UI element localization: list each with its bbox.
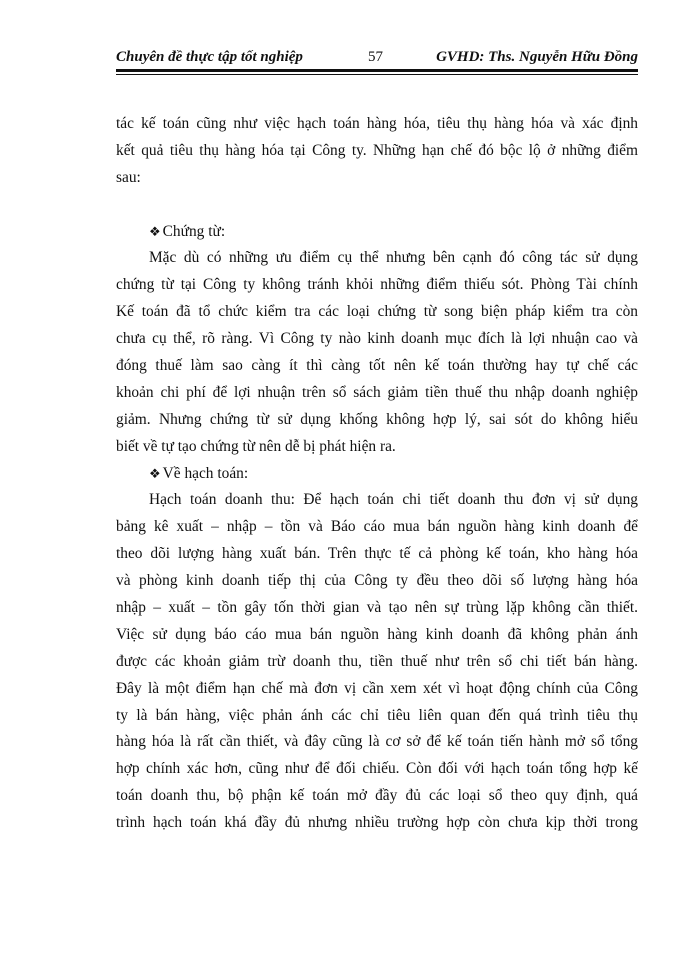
body-text [116,111,638,837]
text-line: biết về tự tạo chứng từ nên dễ bị phát hiện ra. [116,437,396,455]
text-line: chưa cụ thể, rõ ràng. Vì Công ty nào kinh doanh mục đích là lợi nhuận cao và [116,330,638,348]
header-rule-thick [116,69,638,72]
text-line: khoản chi phí để lợi nhuận trên sổ sách giảm tiền thuế thu nhập doanh nghiệp [116,383,638,401]
text-line: được các khoản giảm trừ doanh thu, tiền thuế như trên sổ chi tiết bán hàng. [116,652,638,670]
text-line: Đây là một điểm hạn chế mà đơn vị cần xem xét vì hoạt động chính của Công [116,679,638,697]
header-rule-thin [116,74,638,75]
text-line: toán doanh thu, bộ phận kế toán mở đầy đủ các loại sổ theo quy định, quá [116,787,638,805]
text-line: hợp chính xác hơn, cũng như để đối chiếu. Còn đối với hạch toán tổng hợp kế [116,760,638,778]
section-heading-label: Chứng từ: [162,222,226,240]
paragraph-gap [116,192,638,219]
text-line: sau: [116,168,141,186]
diamond-bullet-icon: ❖ [149,465,161,481]
text-line: hàng hóa là rất cần thiết, và đây cũng là cơ sở để kế toán tiến hành mở sổ tổng [116,733,638,751]
text-line: Hạch toán doanh thu: Để hạch toán chi tiết doanh thu đơn vị sử dụng [149,491,638,509]
text-line: Việc sử dụng báo cáo mua bán nguồn hàng kinh doanh đã không phản ánh [116,625,638,643]
diamond-bullet-icon: ❖ [149,223,161,239]
header-advisor: GVHD: Ths. Nguyễn Hữu Đồng [436,49,638,65]
text-line: tác kế toán cũng như việc hạch toán hàng hóa, tiêu thụ hàng hóa và xác định [116,115,638,132]
text-line: đóng thuế làm sao càng ít thì càng tốt nên kế toán thường hay tự chế các [116,357,638,375]
text-line: ty là bán hàng, việc phản ánh các chỉ tiêu liên quan đến quá trình tiêu thụ [116,706,638,724]
text-line: và phòng kinh doanh tiếp thị của Công ty đều theo dõi số lượng hàng hóa [116,572,638,590]
page-number: 57 [368,49,383,65]
section-heading-label: Về hạch toán: [162,464,249,482]
header-title: Chuyên đề thực tập tốt nghiệp [116,49,303,65]
text-line: bảng kê xuất – nhập – tồn và Báo cáo mua bán nguồn hàng kinh doanh để [116,518,638,536]
section-heading-chung-tu [116,219,638,246]
page-header [116,46,638,68]
text-line: theo dõi lượng hàng xuất bán. Trên thực tế cả phòng kế toán, kho hàng hóa [116,545,638,563]
text-line: nhập – xuất – tồn gây tốn thời gian và tạo nên sự trùng lặp không cần thiết. [116,599,638,617]
text-line: chứng từ tại Công ty không tránh khỏi những điểm thiếu sót. Phòng Tài chính [116,276,638,294]
text-line: kết quả tiêu thụ hàng hóa tại Công ty. Những hạn chế đó bộc lộ ở những điểm [116,141,638,159]
text-line: Kế toán đã tổ chức kiểm tra các loại chứng từ song biện pháp kiểm tra còn [116,303,638,321]
text-line: trình hạch toán khá đầy đủ nhưng nhiều trường hợp còn chưa kịp thời trong [116,814,638,832]
text-line: giảm. Nhưng chứng từ sử dụng khống không hợp lý, sai sót do không hiểu [116,410,638,428]
text-line: Mặc dù có những ưu điểm cụ thể nhưng bên cạnh đó công tác sử dụng [149,249,638,267]
section-heading-hach-toan [116,461,638,488]
